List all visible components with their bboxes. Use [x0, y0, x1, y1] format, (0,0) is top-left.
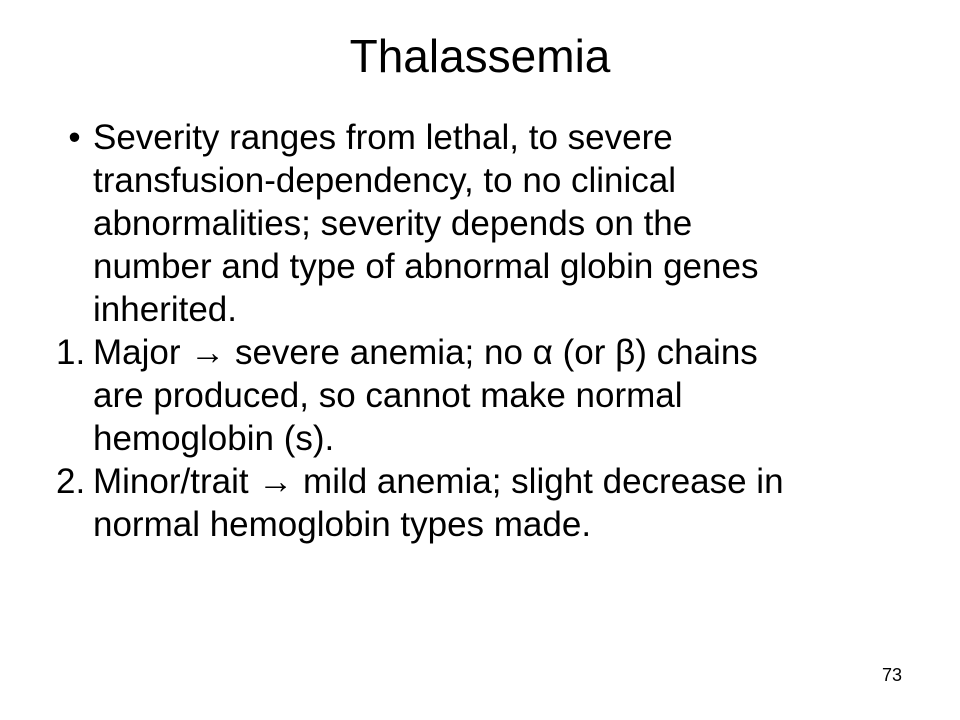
text-line: abnormalities; severity depends on the: [93, 204, 693, 243]
slide-page-number: 73: [881, 665, 902, 685]
number-marker: 1.: [56, 333, 86, 372]
bullet-marker: •: [68, 118, 81, 157]
bullet-text: [93, 116, 946, 331]
text-line: number and type of abnormal globin genes: [93, 247, 759, 286]
text-line: hemoglobin (s).: [93, 419, 335, 458]
text-line: Minor/trait → mild anemia; slight decrease in: [93, 462, 784, 501]
text-line: Severity ranges from lethal, to severe: [93, 118, 673, 157]
numbered-text: [93, 460, 946, 546]
numbered-item-minor: [56, 460, 946, 546]
text-line: transfusion-dependency, to no clinical: [93, 161, 677, 200]
number-marker: 2.: [56, 462, 86, 501]
text-line: are produced, so cannot make normal: [93, 376, 683, 415]
slide-body: [56, 116, 946, 546]
text-line: Major → severe anemia; no α (or β) chains: [93, 333, 758, 372]
slide-title: Thalassemia: [349, 30, 611, 82]
numbered-item-major: [56, 331, 946, 460]
text-line: inherited.: [93, 290, 237, 329]
text-line: normal hemoglobin types made.: [93, 505, 592, 544]
bullet-item-severity: [56, 116, 946, 331]
numbered-text: [93, 331, 946, 460]
